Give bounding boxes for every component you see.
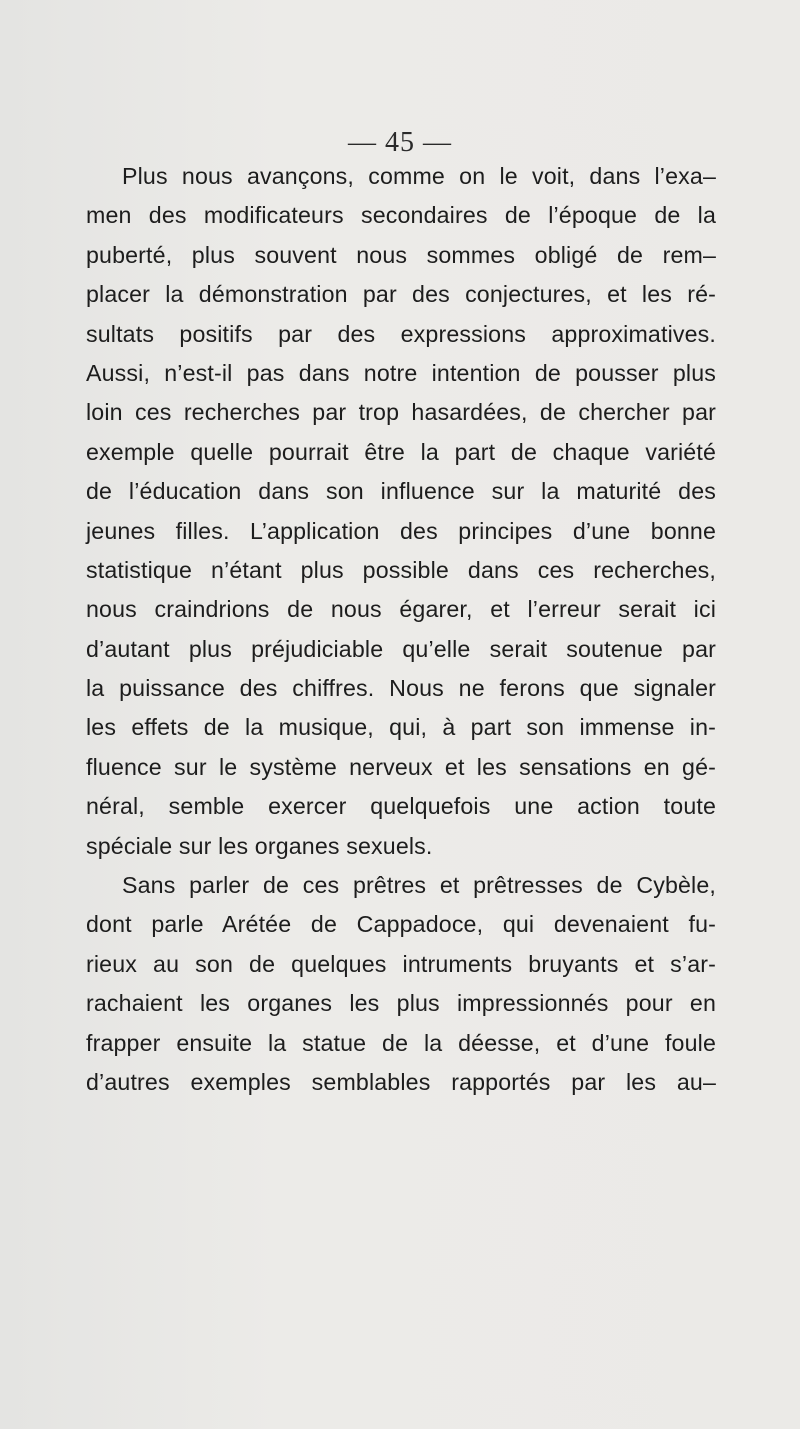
text-line: d’autres exemples semblables rapportés par les au– xyxy=(86,1068,716,1095)
text-line: sultats positifs par des expressions approximatives. xyxy=(86,320,716,347)
text-line: men des modificateurs secondaires de l’époque de la xyxy=(86,202,716,229)
text-line: statistique n’étant plus possible dans ces recherches, xyxy=(86,556,716,583)
text-line: dont parle Arétée de Cappadoce, qui devenaient fu- xyxy=(86,911,716,938)
text-line: exemple quelle pourrait être la part de chaque variété xyxy=(86,438,716,465)
text-line: rieux au son de quelques intruments bruyants et s’ar- xyxy=(86,950,716,977)
text-line: loin ces recherches par trop hasardées, de chercher par xyxy=(86,399,716,426)
text-line: la puissance des chiffres. Nous ne ferons que signaler xyxy=(86,675,716,702)
text-line: rachaient les organes les plus impressionnés pour en xyxy=(86,990,716,1017)
body-text xyxy=(86,157,716,1102)
text-line: Aussi, n’est-il pas dans notre intention de pousser plus xyxy=(86,359,716,386)
text-line: les effets de la musique, qui, à part son immense in- xyxy=(86,714,716,741)
text-line: d’autant plus préjudiciable qu’elle serait soutenue par xyxy=(86,635,716,662)
text-line: frapper ensuite la statue de la déesse, et d’une foule xyxy=(86,1029,716,1056)
text-line: spéciale sur les organes sexuels. xyxy=(86,832,433,859)
text-line: jeunes filles. L’application des principes d’une bonne xyxy=(86,517,716,544)
text-line: nous craindrions de nous égarer, et l’erreur serait ici xyxy=(86,596,716,623)
text-line: de l’éducation dans son influence sur la maturité des xyxy=(86,478,716,505)
text-line: Sans parler de ces prêtres et prêtresses de Cybèle, xyxy=(122,872,716,899)
text-line: placer la démonstration par des conjectures, et les ré- xyxy=(86,281,716,308)
text-line: Plus nous avançons, comme on le voit, dans l’exa– xyxy=(122,163,716,189)
text-line: fluence sur le système nerveux et les sensations en gé- xyxy=(86,753,716,780)
page-number: — 45 — xyxy=(348,127,452,158)
text-line: néral, semble exercer quelquefois une action toute xyxy=(86,793,716,820)
text-line: puberté, plus souvent nous sommes obligé de rem– xyxy=(86,241,716,268)
